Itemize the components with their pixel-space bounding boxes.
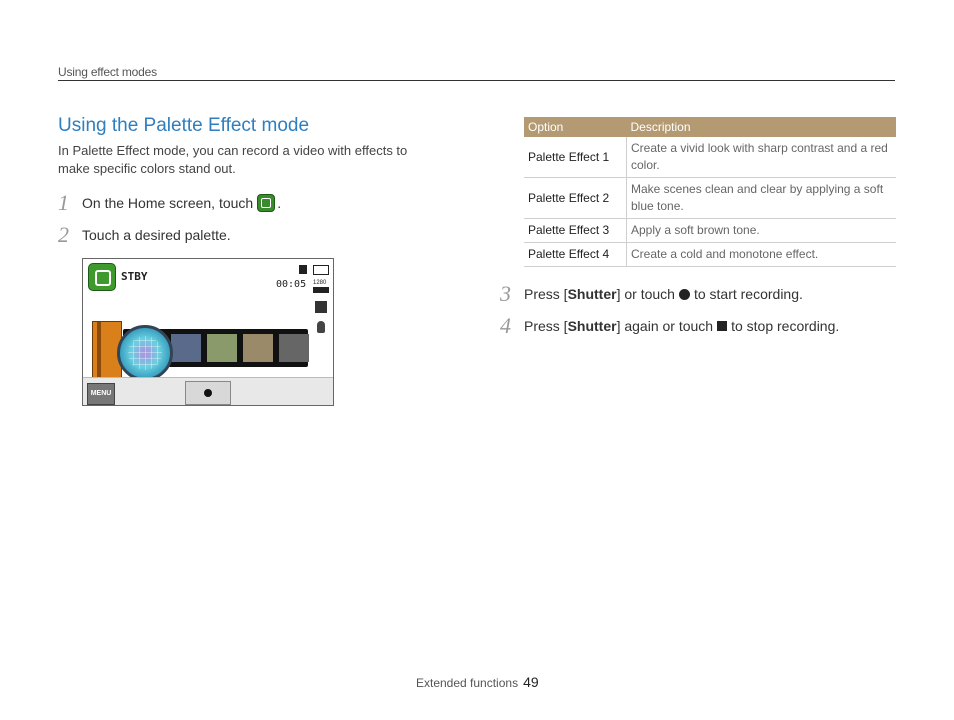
resolution-label: 1280	[313, 280, 327, 286]
palette-mode-icon	[257, 194, 275, 212]
footer-label: Extended functions	[416, 676, 519, 690]
step-3	[500, 281, 803, 307]
table-row	[524, 243, 896, 267]
palette-thumbnail[interactable]	[171, 334, 201, 362]
option-cell: Palette Effect 4	[524, 243, 627, 267]
shutter-key: Shutter	[567, 286, 617, 302]
page-header	[58, 63, 895, 81]
step-number: 4	[500, 313, 511, 338]
section-label: Using effect modes	[58, 65, 157, 79]
table-row	[524, 137, 896, 178]
table-row	[524, 219, 896, 243]
palette-lens-icon	[117, 325, 173, 381]
step-number: 2	[58, 222, 69, 247]
option-cell: Palette Effect 3	[524, 219, 627, 243]
description-cell: Make scenes clean and clear by applying a soft blue tone.	[627, 178, 897, 219]
memory-card-icon	[299, 265, 307, 274]
palette-mode-icon[interactable]	[88, 263, 116, 291]
step-text: On the Home screen, touch	[82, 195, 254, 211]
frame-rate-icon	[315, 301, 327, 313]
shutter-key: Shutter	[567, 318, 617, 334]
recording-timer: 00:05	[276, 279, 307, 290]
step-2	[58, 222, 231, 248]
step-text-post: to start recording.	[693, 286, 803, 302]
step-text-pre: Press [	[524, 286, 568, 302]
column-header-option: Option	[524, 117, 627, 137]
step-text-post: to stop recording.	[731, 318, 840, 334]
step-text-mid: ] or touch	[616, 286, 675, 302]
option-cell: Palette Effect 1	[524, 137, 627, 178]
step-1	[58, 190, 281, 216]
description-cell: Create a cold and monotone effect.	[627, 243, 897, 267]
record-button[interactable]	[185, 381, 231, 405]
step-text-pre: Press [	[524, 318, 568, 334]
palette-thumbnail[interactable]	[243, 334, 273, 362]
battery-icon	[313, 265, 329, 275]
status-text: STBY	[121, 270, 148, 283]
menu-button[interactable]: MENU	[87, 383, 115, 405]
microphone-icon	[317, 321, 325, 333]
stop-square-icon	[717, 321, 727, 331]
screen-toolbar	[83, 377, 333, 406]
step-text: Touch a desired palette.	[82, 227, 231, 243]
page-footer	[416, 674, 539, 690]
record-dot-icon	[679, 289, 690, 300]
column-header-description: Description	[627, 117, 897, 137]
palette-thumbnail[interactable]	[279, 334, 309, 362]
step-text-mid: ] again or touch	[616, 318, 714, 334]
camera-screen	[82, 258, 334, 406]
table-header-row	[524, 117, 896, 137]
option-cell: Palette Effect 2	[524, 178, 627, 219]
step-number: 1	[58, 190, 69, 215]
hd-icon	[313, 287, 329, 293]
step-text-end: .	[277, 195, 282, 211]
intro-text: In Palette Effect mode, you can record a video with effects to make specific colors stand out.	[58, 143, 408, 176]
description-cell: Apply a soft brown tone.	[627, 219, 897, 243]
page-number: 49	[523, 674, 539, 690]
page-title: Using the Palette Effect mode	[58, 115, 310, 136]
step-number: 3	[500, 281, 511, 306]
table-row	[524, 178, 896, 219]
palette-thumbnail[interactable]	[207, 334, 237, 362]
description-cell: Create a vivid look with sharp contrast and a red color.	[627, 137, 897, 178]
options-table	[524, 117, 896, 267]
step-4	[500, 313, 839, 339]
